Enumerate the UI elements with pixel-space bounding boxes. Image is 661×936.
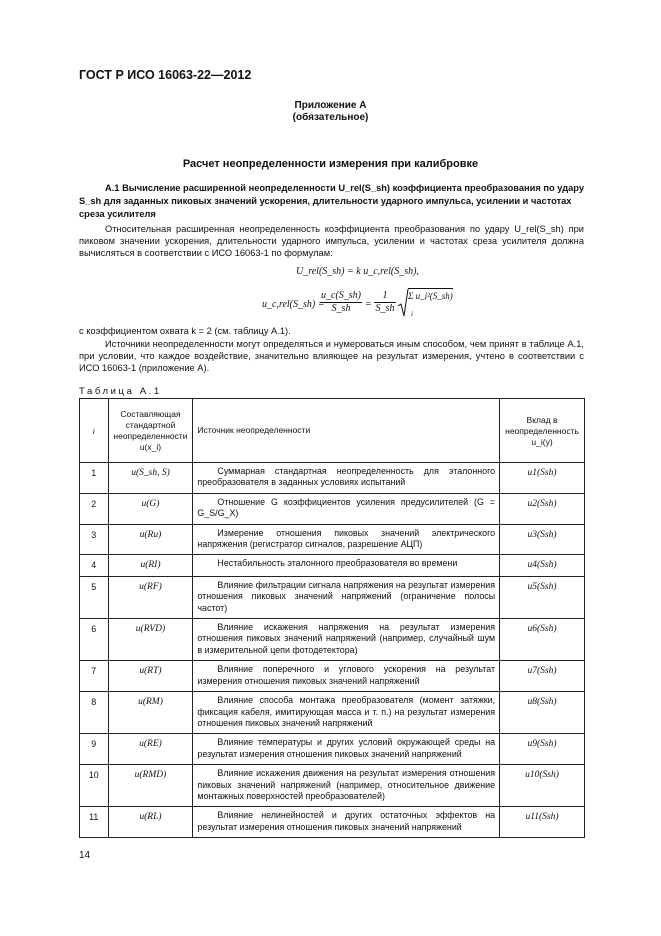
- row-source: Влияние фильтрации сигнала напряжения на результат измерения отношения пиковых значений напряжений (ограничение полосы частот): [193, 576, 500, 618]
- row-contribution: u5(Ssh): [500, 576, 585, 618]
- row-index: 8: [80, 692, 109, 734]
- document-code: ГОСТ Р ИСО 16063-22—2012: [79, 68, 252, 82]
- row-source: Влияние искажения движения на результат измерения отношения пиковых значений напряжений (например, относительное движение монтажных поверхностей преобразователей): [193, 765, 500, 807]
- row-index: 10: [80, 765, 109, 807]
- sqrt-expression: Σ u_i²(S_sh): [408, 291, 453, 301]
- table-header-row: [80, 399, 585, 463]
- row-component: u(S_sh, S): [108, 463, 193, 494]
- row-contribution: u4(Ssh): [500, 555, 585, 576]
- row-component: u(RMD): [108, 765, 193, 807]
- clause-heading: [79, 182, 584, 221]
- formula-combined-uncertainty: [262, 290, 453, 322]
- row-contribution: u1(Ssh): [500, 463, 585, 494]
- row-component: u(RF): [108, 576, 193, 618]
- paragraph-intro: Относительная расширенная неопределенность коэффициента преобразования по удару U_rel(S_sh) при пиковом значении ускорения, длительности ударного импульса, усилении и частотах среза усилителя должна вычисляться в соответствии с ИСО 16063-1 по формулам:: [79, 224, 584, 259]
- row-index: 11: [80, 807, 109, 838]
- table-row: [80, 734, 585, 765]
- row-contribution: u10(Ssh): [500, 765, 585, 807]
- row-source: Суммарная стандартная неопределенность для эталонного преобразователя в заданных условиях испытаний: [193, 463, 500, 494]
- formula-lhs: u_c,rel(S_sh) =: [262, 299, 325, 310]
- row-contribution: u3(Ssh): [500, 524, 585, 555]
- row-contribution: u11(Ssh): [500, 807, 585, 838]
- fraction-2: [374, 290, 396, 314]
- sum-index: i: [411, 310, 413, 318]
- row-contribution: u9(Ssh): [500, 734, 585, 765]
- section-title: Расчет неопределенности измерения при калибровке: [182, 158, 479, 170]
- header-contribution: Вклад в неопределенность u_i(y): [500, 399, 585, 463]
- row-index: 7: [80, 661, 109, 692]
- row-index: 9: [80, 734, 109, 765]
- row-contribution: u7(Ssh): [500, 661, 585, 692]
- row-source: Влияние температуры и других условий окружающей среды на результат измерения отношения пиковых значений напряжений: [193, 734, 500, 765]
- row-index: 2: [80, 493, 109, 524]
- formula-equals: =: [365, 299, 372, 310]
- row-source: Влияние нелинейностей и других остаточных эффектов на результат измерения отношения пиковых значений напряжений: [193, 807, 500, 838]
- table-row: [80, 692, 585, 734]
- row-contribution: u8(Ssh): [500, 692, 585, 734]
- row-source: Влияние искажения напряжения на результат измерения отношения пиковых значений напряжений (например, случайный шум в измерительной цепи фотодетектора): [193, 619, 500, 661]
- table-row: [80, 463, 585, 494]
- row-contribution: u2(Ssh): [500, 493, 585, 524]
- table-row: [80, 493, 585, 524]
- fraction-1-denominator: S_sh: [320, 302, 362, 314]
- uncertainty-table: [79, 398, 585, 838]
- row-source: Нестабильность эталонного преобразователя во времени: [193, 555, 500, 576]
- header-i: i: [80, 399, 109, 463]
- fraction-2-denominator: S_sh: [375, 303, 395, 314]
- row-index: 4: [80, 555, 109, 576]
- row-index: 6: [80, 619, 109, 661]
- paragraph-sources: Источники неопределенности могут определяться и нумероваться иным способом, чем принят в таблице A.1, при условии, что каждое воздействие, значительно влияющее на результат измерения, учтено в соответствии с ИСО 16063-1 (приложение А).: [79, 339, 584, 374]
- row-source: Измерение отношения пиковых значений электрического напряжения (регистратор сигналов, разрешение АЦП): [193, 524, 500, 555]
- row-component: u(G): [108, 493, 193, 524]
- page-number: 14: [79, 850, 91, 861]
- clause-number: A.1: [105, 183, 120, 193]
- header-component: Составляющая стандартной неопределенности u(x_i): [108, 399, 193, 463]
- row-contribution: u6(Ssh): [500, 619, 585, 661]
- row-index: 1: [80, 463, 109, 494]
- table-row: [80, 765, 585, 807]
- row-component: u(RVD): [108, 619, 193, 661]
- table-row: [80, 807, 585, 838]
- fraction-2-numerator: 1: [382, 290, 388, 301]
- table-row: [80, 576, 585, 618]
- clause-text-before: Вычисление расширенной неопределенности: [122, 183, 336, 193]
- table-row: [80, 661, 585, 692]
- row-component: u(RI): [108, 555, 193, 576]
- formula-expanded-uncertainty: U_rel(S_sh) = k u_c,rel(S_sh),: [296, 266, 419, 277]
- row-source: Отношение G коэффициентов усиления предусилителей (G = G_S/G_X): [193, 493, 500, 524]
- header-source: Источник неопределенности: [193, 399, 500, 463]
- row-source: Влияние способа монтажа преобразователя (момент затяжки, фиксация кабеля, имитирующая масса и т. п.) на результат измерения отношения пиковых значений напряжений: [193, 692, 500, 734]
- table-row: [80, 619, 585, 661]
- table-row: [80, 555, 585, 576]
- clause-text-after: коэффициента преобразования по удару S_sh для заданных пиковых значений ускорения, длительности ударного импульса, усилении и частотах среза усилителя: [79, 183, 584, 219]
- row-index: 5: [80, 576, 109, 618]
- row-index: 3: [80, 524, 109, 555]
- table-caption: Таблица A.1: [79, 386, 162, 397]
- row-source: Влияние поперечного и углового ускорения на результат измерения отношения пиковых значений напряжений: [193, 661, 500, 692]
- row-component: u(Ru): [108, 524, 193, 555]
- fraction-1-numerator: u_c(S_sh): [321, 290, 361, 301]
- row-component: u(RT): [108, 661, 193, 692]
- row-component: u(RM): [108, 692, 193, 734]
- annex-title: Приложение A: [294, 100, 367, 111]
- paragraph-coverage: с коэффициентом охвата k = 2 (см. таблицу A.1).: [79, 326, 291, 336]
- row-component: u(RE): [108, 734, 193, 765]
- annex-status: (обязательное): [292, 112, 369, 123]
- sqrt-content: [408, 288, 453, 301]
- table-row: [80, 524, 585, 555]
- clause-symbol: U_rel(S_sh): [338, 183, 391, 193]
- fraction-1: [320, 290, 362, 314]
- row-component: u(RL): [108, 807, 193, 838]
